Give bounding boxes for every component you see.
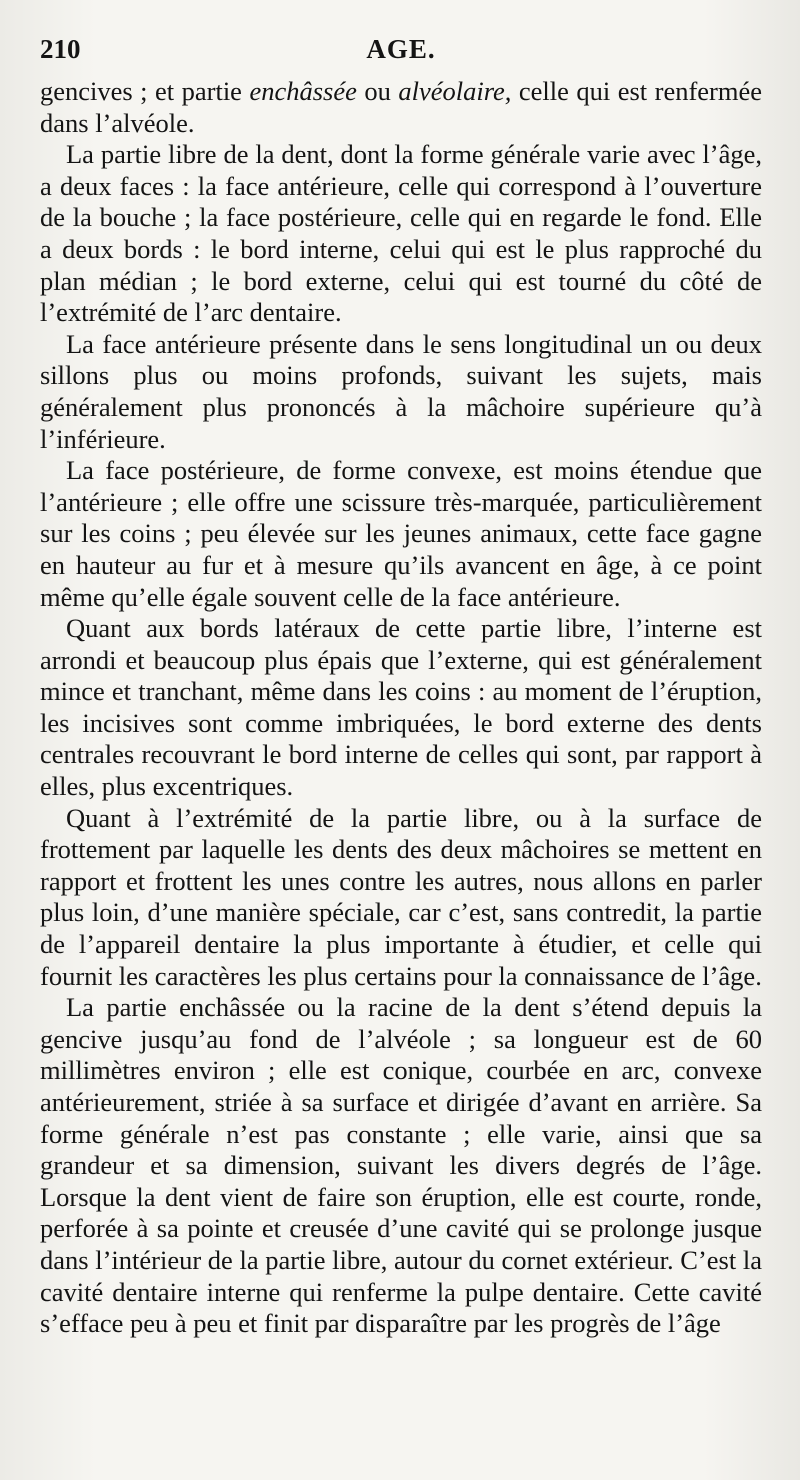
page-header — [40, 30, 762, 76]
paragraph-continuation — [40, 76, 762, 139]
page-number: 210 — [40, 34, 81, 64]
italic-term-alveolaire: alvéolaire, — [398, 76, 512, 106]
paragraph-0-part-c: celle qui est renfermée dans l’alvéole. — [40, 76, 763, 138]
italic-term-enchassee: enchâssée — [249, 76, 357, 106]
body-text — [40, 76, 762, 1340]
paragraph-anterior-face: La face antérieure présente dans le sens longitudinal un ou deux sillons plus ou moins profonds, suivant les sujets, mais généralement plus prononcés à la mâchoire supérieure qu’à l’inférieure. — [40, 328, 762, 454]
paragraph-posterior-face: La face postérieure, de forme convexe, est moins étendue que l’antérieure ; elle offre une scissure très-marquée, particulièrement sur les coins ; peu élevée sur les jeunes animaux, cette face gagne en hauteur au fur et à mesure qu’ils avancent en âge, à ce point même qu’elle égale souvent celle de la face antérieure. — [40, 455, 762, 612]
paragraph-lateral-edges: Quant aux bords latéraux de cette partie libre, l’interne est arrondi et beaucoup plus épais que l’externe, qui est généralement mince et tranchant, même dans les coins : au moment de l’éruption, les incisives sont comme imbriquées, le bord externe des dents centrales recouvrant le bord interne de celles qui sont, par rapport à elles, plus excentriques. — [40, 613, 762, 802]
paragraph-friction-surface: Quant à l’extrémité de la partie libre, ou à la surface de frottement par laquelle les dents des deux mâchoires se mettent en rapport et frottent les unes contre les autres, nous allons en parler plus loin, d’une manière spéciale, car c’est, sans contredit, la partie de l’appareil dentaire la plus importante à étudier, et celle qui fournit les caractères les plus certains pour la connaissance de l’âge. — [40, 802, 762, 991]
paragraph-free-part: La partie libre de la dent, dont la forme générale varie avec l’âge, a deux faces : la face antérieure, celle qui correspond à l’ouverture de la bouche ; la face postérieure, celle qui en regarde le fond. Elle a deux bords : le bord interne, celui qui est le plus rapproché du plan médian ; le bord externe, celui qui est tourné du côté de l’extrémité de l’arc dentaire. — [40, 139, 762, 328]
running-head: AGE. — [366, 34, 436, 64]
paragraph-root: La partie enchâssée ou la racine de la dent s’étend depuis la gencive jusqu’au fond de l’alvéole ; sa longueur est de 60 millimètres environ ; elle est conique, courbée en arc, convexe antérieurement, striée à sa surface et dirigée d’avant en arrière. Sa forme générale n’est pas constante ; elle varie, ainsi que sa grandeur et sa dimension, suivant les divers degrés de l’âge. Lorsque la dent vient de faire son éruption, elle est courte, ronde, perforée à sa pointe et creusée d’une cavité qui se prolonge jusque dans l’intérieur de la partie libre, autour du cornet extérieur. C’est la cavité dentaire interne qui renferme la pulpe dentaire. Cette cavité s’efface peu à peu et finit par disparaître par les progrès de l’âge — [40, 992, 762, 1339]
paragraph-0-part-b: ou — [356, 76, 399, 106]
paragraph-0-part-a: gencives ; et partie — [40, 76, 250, 106]
